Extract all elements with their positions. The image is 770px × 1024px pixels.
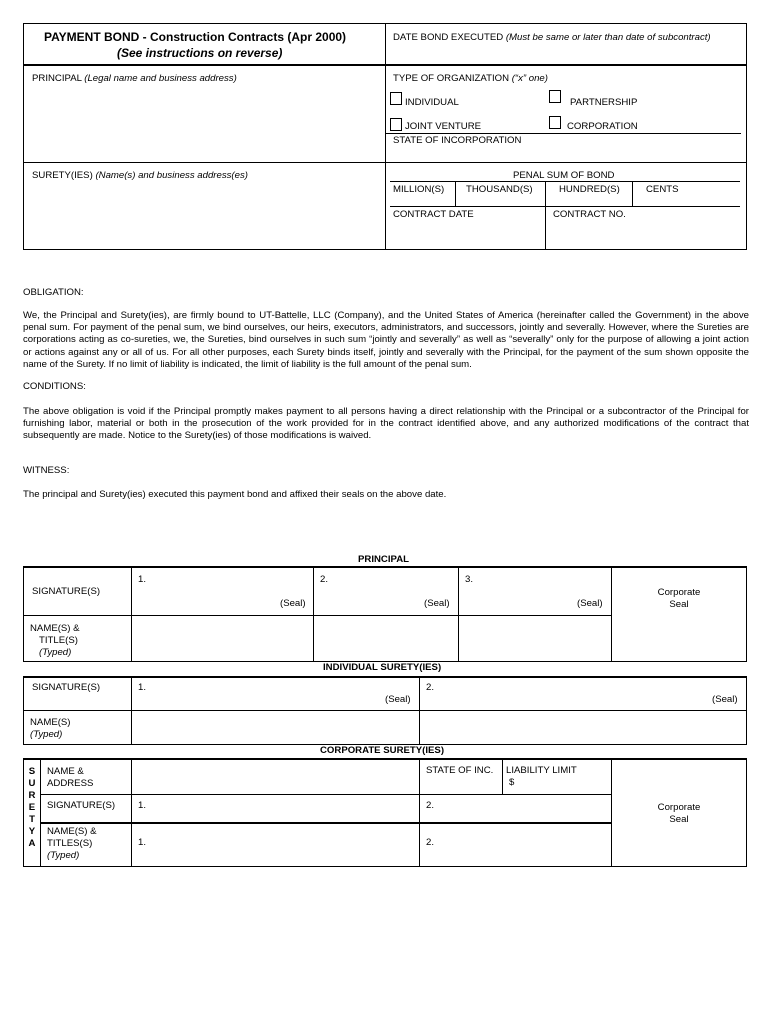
liability-limit-label: LIABILITY LIMIT [506, 765, 577, 776]
corporation-label: CORPORATION [567, 121, 638, 132]
principal-signature-label: SIGNATURE(S) [32, 586, 101, 597]
individual-seal-2: (Seal) [712, 694, 738, 705]
obligation-heading: OBLIGATION: [23, 287, 84, 298]
witness-text: The principal and Surety(ies) executed this payment bond and affixed their seals on the above date. [23, 489, 447, 500]
principal-corporate-seal: Corporate Seal [657, 587, 701, 610]
principal-seal-3: (Seal) [577, 598, 603, 609]
state-of-incorporation-label: STATE OF INCORPORATION [393, 135, 522, 146]
individual-names-label: NAME(S) (Typed) [30, 717, 71, 740]
principal-label: PRINCIPAL (Legal name and business address) [32, 73, 237, 84]
corporate-name-1-number: 1. [138, 837, 147, 848]
principal-sig-1-number: 1. [138, 574, 147, 585]
liability-dollar-sign: $ [509, 777, 515, 788]
individual-checkbox[interactable] [390, 92, 402, 105]
form-title: PAYMENT BOND - Construction Contracts (Apr 2000) [44, 30, 347, 44]
corporate-surety-heading: CORPORATE SURETY(IES) [320, 745, 445, 756]
surety-label: SURETY(IES) (Name(s) and business address(es) [32, 170, 248, 181]
individual-seal-1: (Seal) [385, 694, 411, 705]
witness-heading: WITNESS: [23, 465, 70, 476]
joint-venture-checkbox[interactable] [390, 118, 402, 131]
conditions-heading: CONDITIONS: [23, 381, 86, 392]
organization-label: TYPE OF ORGANIZATION (“x” one) [393, 73, 548, 84]
individual-signature-label: SIGNATURE(S) [32, 682, 101, 693]
principal-seal-1: (Seal) [280, 598, 306, 609]
thousands-label: THOUSAND(S) [466, 184, 533, 195]
partnership-label: PARTNERSHIP [570, 97, 638, 108]
penal-sum-title: PENAL SUM OF BOND [513, 170, 615, 181]
conditions-text: The above obligation is void if the Principal promptly makes payment to all persons having a direct relationship with the Principal or a subcontractor of the Principal for furnishing labor, material or both in the prosecution of the work provided for in the contract identified above, and any authorized modifications of the contract that subsequently are made. Notice to the Surety(ies) of those modifications is waived. [23, 406, 749, 442]
surety-side-letters: S U R E T Y A [28, 766, 36, 849]
individual-surety-heading: INDIVIDUAL SURETY(IES) [323, 662, 442, 673]
corporation-checkbox[interactable] [549, 116, 561, 129]
partnership-checkbox[interactable] [549, 90, 561, 103]
individual-label: INDIVIDUAL [405, 97, 459, 108]
individual-sig-1-number: 1. [138, 682, 147, 693]
state-of-inc-label: STATE OF INC. [426, 765, 494, 776]
hundreds-label: HUNDRED(S) [559, 184, 620, 195]
principal-sig-2-number: 2. [320, 574, 329, 585]
corporate-name-2-number: 2. [426, 837, 435, 848]
principal-heading: PRINCIPAL [358, 554, 409, 565]
contract-date-label: CONTRACT DATE [393, 209, 474, 220]
corporate-name-address-label: NAME & ADDRESS [47, 766, 94, 789]
corporate-sig-1-number: 1. [138, 800, 147, 811]
obligation-text: We, the Principal and Surety(ies), are firmly bound to UT-Battelle, LLC (Company), and the United States of America (hereinafter called the Government) in the above penal sum. For payment of the penal sum, we bind ourselves, our heirs, executors, administrators, and successors, jointly and severally. However, where the Sureties are corporations acting as co-sureties, we, the Sureties, bind ourselves in such sum “jointly and severally” as well as “severally” only for the purpose of allowing a joint action or actions against any or all of us. For all other purposes, each Surety binds itself, jointly and severally with the Principal, for the payment of the sum shown opposite the name of the Surety. If no limit of liability is indicated, the limit of liability is the full amount of the penal sum. [23, 310, 749, 370]
cents-label: CENTS [646, 184, 679, 195]
corporate-sig-2-number: 2. [426, 800, 435, 811]
corporate-surety-seal: Corporate Seal [657, 802, 701, 825]
date-executed-label: DATE BOND EXECUTED (Must be same or later than date of subcontract) [393, 32, 711, 43]
individual-sig-2-number: 2. [426, 682, 435, 693]
principal-names-label: NAME(S) & TITLE(S) (Typed) [30, 623, 80, 658]
millions-label: MILLION(S) [393, 184, 445, 195]
principal-sig-3-number: 3. [465, 574, 474, 585]
form-subtitle: (See instructions on reverse) [117, 46, 283, 60]
contract-no-label: CONTRACT NO. [553, 209, 626, 220]
corporate-signature-label: SIGNATURE(S) [47, 800, 116, 811]
principal-seal-2: (Seal) [424, 598, 450, 609]
joint-venture-label: JOINT VENTURE [405, 121, 482, 132]
corporate-names-label: NAME(S) & TITLES(S) (Typed) [47, 826, 97, 861]
